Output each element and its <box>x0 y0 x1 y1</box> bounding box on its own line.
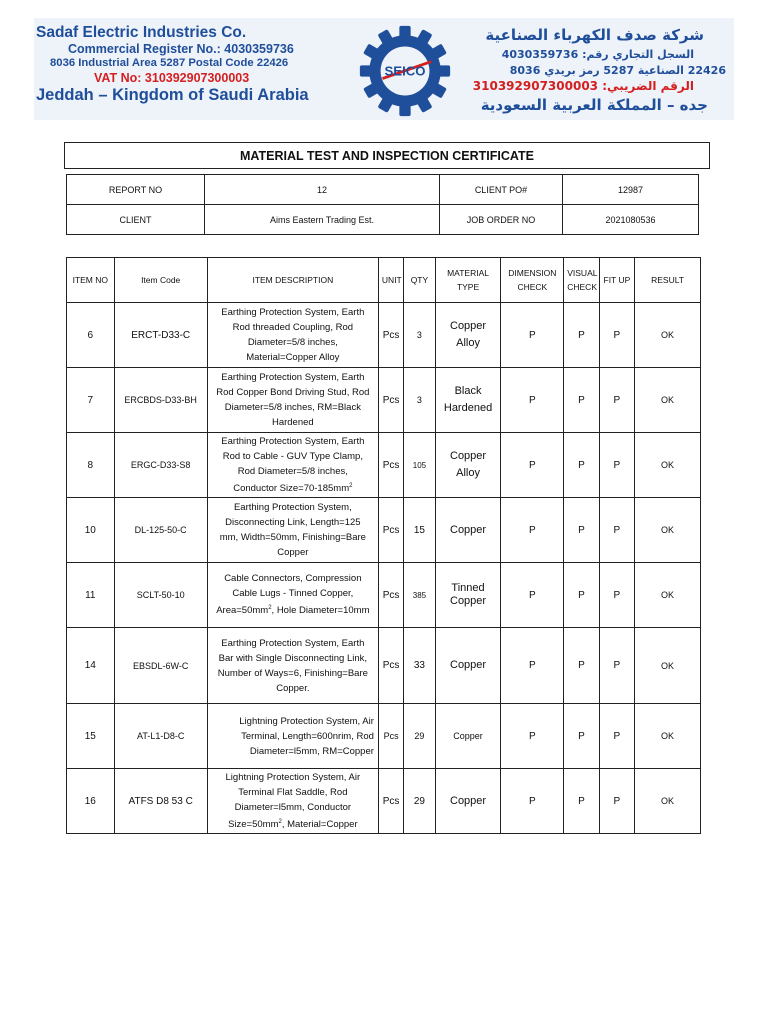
item-no: 15 <box>67 704 115 769</box>
qty: 29 <box>404 769 435 834</box>
table-row <box>67 563 701 628</box>
header-item-code: Item Code <box>114 258 207 303</box>
header-visual-check: VISUAL CHECK <box>564 258 599 303</box>
dimension-check: P <box>501 498 564 563</box>
item-code: AT-L1-D8-C <box>114 704 207 769</box>
table-header-row <box>67 258 701 303</box>
visual-check: P <box>564 628 599 704</box>
result: OK <box>635 368 701 433</box>
unit: Pcs <box>378 368 403 433</box>
item-no: 7 <box>67 368 115 433</box>
item-description: Earthing Protection System, Disconnecting Link, Length=125 mm, Width=50mm, Finishing=Bare Copper <box>207 498 378 563</box>
visual-check: P <box>564 498 599 563</box>
header-item-no: ITEM NO <box>67 258 115 303</box>
company-name: Sadaf Electric Industries Co. <box>36 24 247 41</box>
unit: Pcs <box>378 498 403 563</box>
qty: 33 <box>404 628 435 704</box>
company-address: 8036 Industrial Area 5287 Postal Code 22426 <box>50 57 289 69</box>
qty: 29 <box>404 704 435 769</box>
inspection-items-table <box>66 257 701 834</box>
material-type: Copper <box>435 704 501 769</box>
vat-number: VAT No: 310392907300003 <box>94 71 250 85</box>
header-description: ITEM DESCRIPTION <box>207 258 378 303</box>
item-code: SCLT-50-10 <box>114 563 207 628</box>
visual-check: P <box>564 368 599 433</box>
result: OK <box>635 769 701 834</box>
item-description: Earthing Protection System, Earth Rod to Cable - GUV Type Clamp, Rod Diameter=5/8 inches, Conductor $Size=70-185mm^2$ <box>207 433 378 498</box>
info-row <box>67 175 699 205</box>
arabic-company-name: شركة صدف الكهرباء الصناعية <box>485 26 704 44</box>
visual-check: P <box>564 303 599 368</box>
visual-check: P <box>564 433 599 498</box>
info-row <box>67 205 699 235</box>
visual-check: P <box>564 704 599 769</box>
result: OK <box>635 498 701 563</box>
unit: Pcs <box>378 704 403 769</box>
material-type: Copper Alloy <box>435 303 501 368</box>
svg-text:SEICO: SEICO <box>384 63 426 79</box>
header-dimension-check: DIMENSION CHECK <box>501 258 564 303</box>
job-order-label: JOB ORDER NO <box>440 205 563 235</box>
table-row <box>67 433 701 498</box>
report-no-label: REPORT NO <box>67 175 205 205</box>
item-description: Lightning Protection System, Air Terminal Flat Saddle, Rod Diameter=l5mm, Conductor $Size=50mm^2$, Material=Copper <box>207 769 378 834</box>
unit: Pcs <box>378 628 403 704</box>
visual-check: P <box>564 563 599 628</box>
job-order-value: 2021080536 <box>563 205 699 235</box>
arabic-city: جده – المملكة العربية السعودية <box>480 96 708 114</box>
dimension-check: P <box>501 769 564 834</box>
fit-up: P <box>599 433 634 498</box>
item-no: 10 <box>67 498 115 563</box>
arabic-register: السجل التجاري رقم: 4030359736 <box>501 48 694 61</box>
qty: 385 <box>404 563 435 628</box>
letterhead <box>34 18 734 120</box>
dimension-check: P <box>501 433 564 498</box>
fit-up: P <box>599 498 634 563</box>
item-code: ATFS D8 53 C <box>114 769 207 834</box>
fit-up: P <box>599 563 634 628</box>
report-no-value: 12 <box>205 175 440 205</box>
table-row <box>67 303 701 368</box>
header-unit: UNIT <box>378 258 403 303</box>
client-label: CLIENT <box>67 205 205 235</box>
item-description: Lightning Protection System, Air Terminal, Length=600nrim, Rod Diameter=l5mm, RM=Copper <box>207 704 378 769</box>
material-type: Copper <box>435 498 501 563</box>
item-code: EBSDL-6W-C <box>114 628 207 704</box>
item-no: 8 <box>67 433 115 498</box>
letterhead-arabic <box>434 18 734 120</box>
result: OK <box>635 628 701 704</box>
table-row <box>67 628 701 704</box>
item-description: Earthing Protection System, Earth Rod Copper Bond Driving Stud, Rod Diameter=5/8 inches, RM=Black Hardened <box>207 368 378 433</box>
fit-up: P <box>599 628 634 704</box>
dimension-check: P <box>501 704 564 769</box>
dimension-check: P <box>501 563 564 628</box>
dimension-check: P <box>501 303 564 368</box>
unit: Pcs <box>378 303 403 368</box>
header-result: RESULT <box>635 258 701 303</box>
material-type: Copper Alloy <box>435 433 501 498</box>
item-no: 11 <box>67 563 115 628</box>
item-code: ERCBDS-D33-BH <box>114 368 207 433</box>
result: OK <box>635 433 701 498</box>
table-row <box>67 368 701 433</box>
visual-check: P <box>564 769 599 834</box>
table-row <box>67 769 701 834</box>
commercial-register: Commercial Register No.: 4030359736 <box>68 42 294 56</box>
fit-up: P <box>599 769 634 834</box>
qty: 15 <box>404 498 435 563</box>
dimension-check: P <box>501 368 564 433</box>
client-po-label: CLIENT PO# <box>440 175 563 205</box>
item-code: ERCT-D33-C <box>114 303 207 368</box>
fit-up: P <box>599 368 634 433</box>
material-type: Copper <box>435 628 501 704</box>
header-qty: QTY <box>404 258 435 303</box>
item-no: 14 <box>67 628 115 704</box>
qty: 3 <box>404 303 435 368</box>
item-code: ERGC-D33-S8 <box>114 433 207 498</box>
qty: 3 <box>404 368 435 433</box>
unit: Pcs <box>378 433 403 498</box>
fit-up: P <box>599 303 634 368</box>
arabic-vat: الرقم الضريبي: 310392907300003 <box>472 79 694 93</box>
unit: Pcs <box>378 769 403 834</box>
table-row <box>67 498 701 563</box>
header-fit-up: FIT UP <box>599 258 634 303</box>
header-material-type: MATERIAL TYPE <box>435 258 501 303</box>
fit-up: P <box>599 704 634 769</box>
item-no: 16 <box>67 769 115 834</box>
material-type: Black Hardened <box>435 368 501 433</box>
certificate-title: MATERIAL TEST AND INSPECTION CERTIFICATE <box>64 142 710 169</box>
arabic-address: 22426 الصناعية 5287 رمز بريدي 8036 <box>509 64 726 77</box>
company-city: Jeddah – Kingdom of Saudi Arabia <box>36 86 309 104</box>
result: OK <box>635 704 701 769</box>
table-row <box>67 704 701 769</box>
item-description: Earthing Protection System, Earth Rod threaded Coupling, Rod Diameter=5/8 inches, Material=Copper Alloy <box>207 303 378 368</box>
material-type: Tinned Copper <box>435 563 501 628</box>
material-type: Copper <box>435 769 501 834</box>
item-code: DL-125-50-C <box>114 498 207 563</box>
result: OK <box>635 563 701 628</box>
qty: 105 <box>404 433 435 498</box>
item-no: 6 <box>67 303 115 368</box>
dimension-check: P <box>501 628 564 704</box>
client-po-value: 12987 <box>563 175 699 205</box>
unit: Pcs <box>378 563 403 628</box>
client-value: Aims Eastern Trading Est. <box>205 205 440 235</box>
item-description: Earthing Protection System, Earth Bar with Single Disconnecting Link, Number of Ways=6, Finishing=Bare Copper. <box>207 628 378 704</box>
report-info-table <box>66 174 699 235</box>
item-description: Cable Connectors, Compression Cable Lugs - Tinned Copper, $Area=50mm^2$, Hole Diameter=10mm <box>207 563 378 628</box>
result: OK <box>635 303 701 368</box>
